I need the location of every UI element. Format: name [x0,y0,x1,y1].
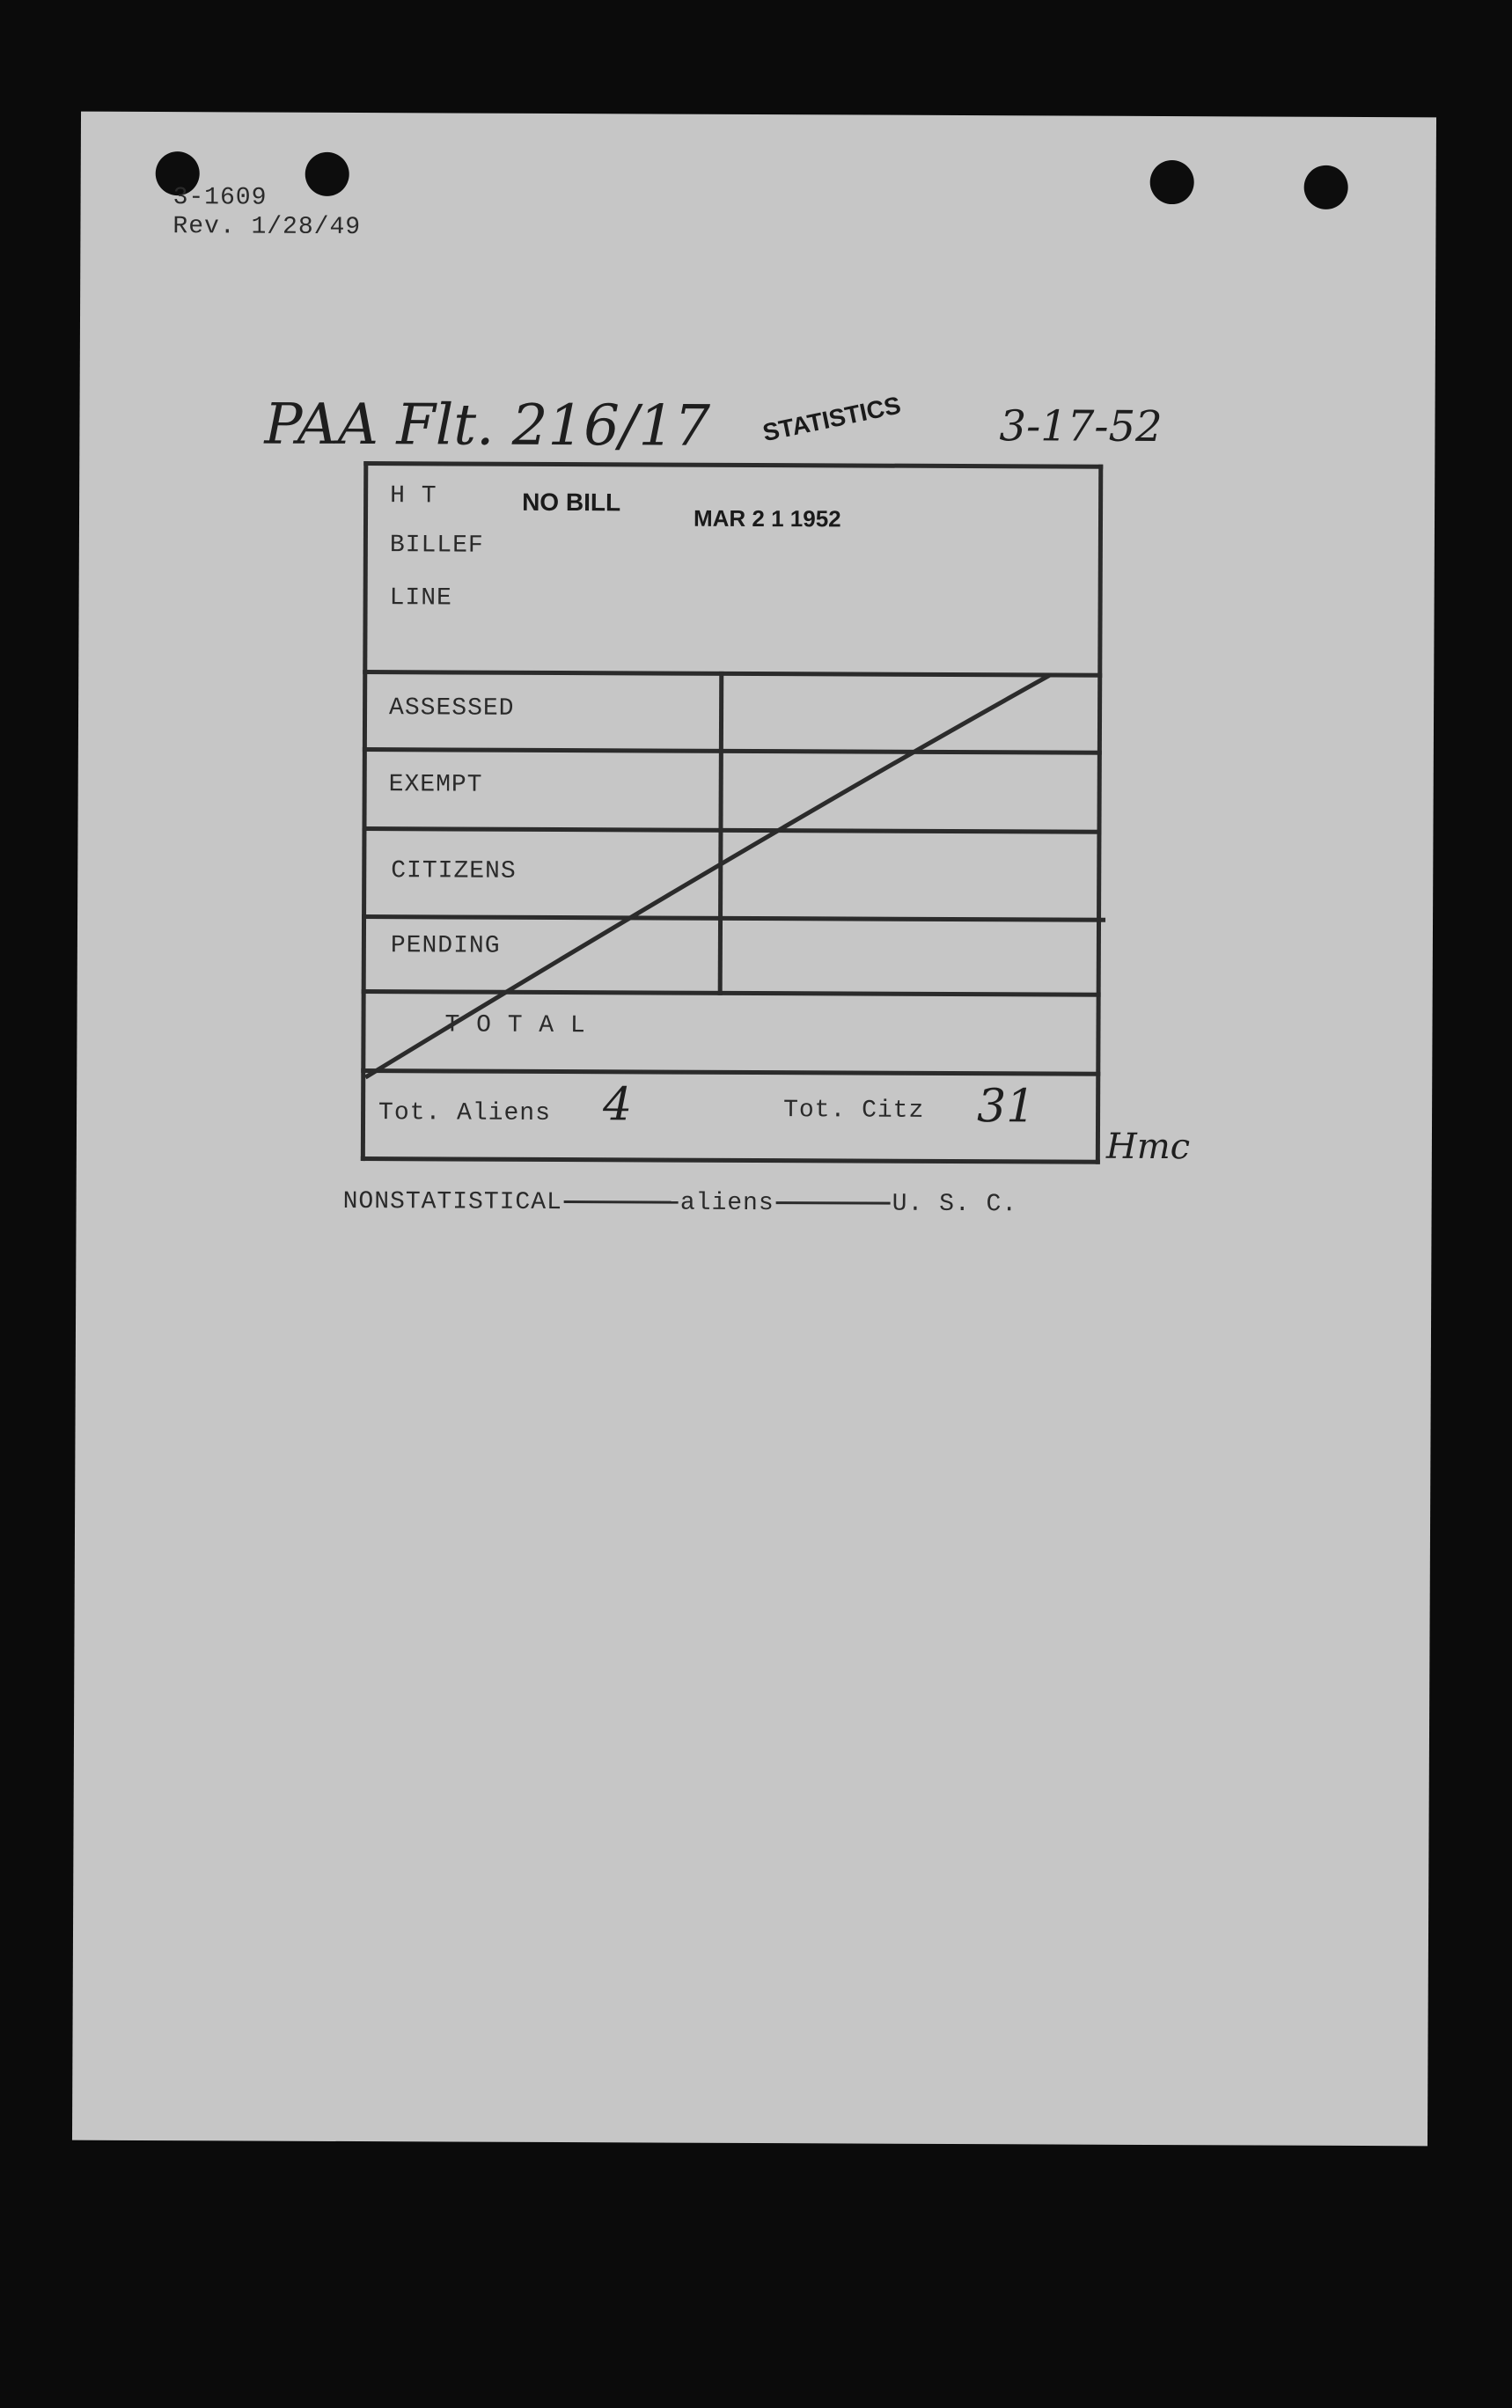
punch-hole [1304,165,1348,209]
strike-through-line [361,461,1103,1164]
total-aliens-value: 4 [602,1078,633,1132]
flight-number: PAA Flt. 216/17 [264,392,711,459]
label-line: LINE [389,584,452,613]
row-citizens-label: CITIZENS [391,857,517,885]
label-billef: BILLEF [389,532,484,560]
statistics-stamp: STATISTICS [760,391,904,447]
form-number: 3-1609 [172,184,268,212]
statistics-box [361,461,1101,1164]
nonstatistical-usc: U. S. C. [892,1190,1018,1219]
total-aliens-label: Tot. Aliens [378,1099,551,1127]
blank-line [776,1201,891,1205]
nonstatistical-label: NONSTATISTICAL [342,1187,562,1217]
total-citizens-label: Tot. Citz [783,1097,925,1125]
blank-line [564,1200,679,1204]
row-assessed-label: ASSESSED [389,694,515,723]
no-bill-stamp: NO BILL [522,488,621,517]
row-exempt-label: EXEMPT [388,771,483,799]
handwritten-date: 3-17-52 [999,401,1163,452]
total-label: T O T A L [444,1011,586,1040]
date-stamp: MAR 2 1 1952 [693,504,841,532]
label-ht: H T [390,482,437,510]
row-pending-label: PENDING [390,932,501,960]
punch-hole [305,152,349,196]
form-revision: Rev. 1/28/49 [172,213,362,242]
handwritten-initials: Hmc [1105,1126,1191,1168]
nonstatistical-aliens: aliens [679,1189,774,1218]
document-page [72,112,1436,2147]
total-citizens-value: 31 [976,1080,1036,1134]
punch-hole [1150,160,1194,204]
nonstatistical-line [343,1188,1018,1218]
